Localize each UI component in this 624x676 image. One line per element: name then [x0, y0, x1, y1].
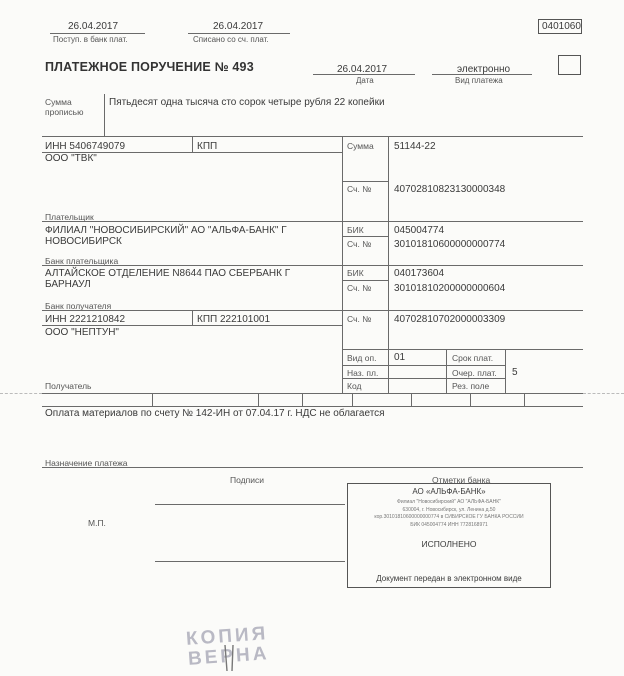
payee-bank-bik: 040173604: [394, 268, 445, 279]
payee-account-label: Сч. №: [347, 314, 372, 324]
payee-bank-label: Банк получателя: [45, 301, 112, 311]
kod-label: Код: [347, 381, 362, 391]
payer-bank-bik-label: БИК: [347, 225, 364, 235]
signature-line: [155, 504, 345, 505]
divider: [50, 33, 145, 34]
payer-name: ООО "ТВК": [45, 153, 97, 164]
bank-address: 630004, г. Новосибирск, ул. Ленина д.50: [402, 507, 496, 513]
payer-bank-name: НОВОСИБИРСК: [45, 236, 122, 247]
signatures-label: Подписи: [230, 475, 264, 485]
divider: [342, 378, 505, 379]
payee-kpp: КПП 222101001: [197, 314, 271, 325]
payer-inn: ИНН 5406749079: [45, 141, 126, 152]
divider: [411, 393, 412, 406]
divider: [524, 393, 525, 406]
divider: [42, 136, 583, 137]
payer-bank-account-label: Сч. №: [347, 239, 372, 249]
payer-sum: 51144-22: [394, 141, 436, 152]
divider: [104, 94, 105, 136]
divider: [42, 406, 583, 407]
payer-account: 40702810823130000348: [394, 184, 506, 195]
divider: [42, 310, 583, 311]
amount-words: Пятьдесят одна тысяча сто сорок четыре рубля 22 копейки: [109, 97, 385, 108]
divider: [432, 74, 532, 75]
payee-bank-bik-label: БИК: [347, 268, 364, 278]
payee-account: 40702810702000003309: [394, 314, 506, 325]
divider: [188, 33, 290, 34]
payer-bank-label: Банк плательщика: [45, 256, 119, 266]
bank-address: кор.30101810600000000774 в СИБИРСКОЕ ГУ БАНКА РОССИИ: [374, 514, 524, 520]
mp-label: М.П.: [88, 518, 106, 528]
amount-words-label: Сумма: [45, 97, 72, 107]
signature-line: [155, 561, 345, 562]
ocher: 5: [512, 367, 518, 378]
payer-bank-bik: 045004774: [394, 225, 445, 236]
bank-note: Документ передан в электронном виде: [376, 574, 522, 583]
payee-label: Получатель: [45, 381, 92, 391]
received-date-label: Поступ. в банк плат.: [53, 35, 128, 44]
received-date: 26.04.2017: [68, 21, 119, 32]
amount-words-label: прописью: [45, 107, 84, 117]
divider: [505, 349, 506, 393]
payer-label: Плательщик: [45, 212, 94, 222]
divider: [192, 137, 193, 152]
payee-name: ООО "НЕПТУН": [45, 327, 119, 338]
payer-kpp-label: КПП: [197, 141, 218, 152]
bank-address: БИК 045004774 ИНН 7728168971: [410, 522, 488, 528]
divider: [352, 393, 353, 406]
divider: [470, 393, 471, 406]
divider: [342, 365, 505, 366]
copy-stamp: КОПИЯ: [185, 623, 269, 650]
ocher-label: Очер. плат.: [452, 368, 497, 378]
payee-inn: ИНН 2221210842: [45, 314, 126, 325]
srok-label: Срок плат.: [452, 353, 494, 363]
form-code: 0401060: [542, 21, 581, 32]
payer-account-label: Сч. №: [347, 184, 372, 194]
divider: [192, 310, 193, 325]
divider: [342, 349, 583, 350]
divider: [42, 467, 583, 468]
naz-pl-label: Наз. пл.: [347, 368, 379, 378]
divider: [313, 74, 415, 75]
payer-bank-account: 30101810600000000774: [394, 239, 506, 250]
divider: [302, 393, 303, 406]
divider: [342, 181, 388, 182]
signature-scribble: [220, 643, 240, 673]
payer-bank-name: ФИЛИАЛ "НОВОСИБИРСКИЙ" АО "АЛЬФА-БАНК" Г: [45, 225, 287, 236]
vid-op-label: Вид оп.: [347, 353, 377, 363]
divider: [42, 221, 583, 222]
payment-type-label: Вид платежа: [455, 76, 503, 85]
divider: [42, 393, 583, 394]
payment-type: электронно: [457, 64, 511, 75]
divider: [152, 393, 153, 406]
bank-name: АО «АЛЬФА-БАНК»: [412, 487, 486, 496]
payee-bank-name: АЛТАЙСКОЕ ОТДЕЛЕНИЕ N8644 ПАО СБЕРБАНК Г: [45, 268, 291, 279]
payee-bank-account-label: Сч. №: [347, 283, 372, 293]
divider: [342, 236, 388, 237]
payment-purpose: Оплата материалов по счету № 142-ИН от 07.04.17 г. НДС не облагается: [45, 408, 385, 419]
bank-address: Филиал "Новосибирский" АО "АЛЬФА-БАНК": [397, 499, 501, 505]
order-date-label: Дата: [356, 76, 374, 85]
debited-date-label: Списано со сч. плат.: [193, 35, 269, 44]
order-date: 26.04.2017: [337, 64, 388, 75]
payee-bank-name: БАРНАУЛ: [45, 279, 91, 290]
payment-purpose-label: Назначение платежа: [45, 458, 128, 468]
divider: [258, 393, 259, 406]
divider: [42, 325, 342, 326]
bank-marks-label: Отметки банка: [432, 475, 491, 485]
divider: [42, 265, 583, 266]
copy-stamp: ВЕРНА: [187, 643, 271, 670]
bank-stamp-box: [347, 483, 551, 588]
status-box: [558, 55, 581, 75]
scan-line: [0, 393, 42, 394]
debited-date: 26.04.2017: [213, 21, 264, 32]
payee-bank-account: 30101810200000000604: [394, 283, 506, 294]
divider: [342, 280, 388, 281]
payer-sum-label: Сумма: [347, 141, 374, 151]
status-badge: ИСПОЛНЕНО: [421, 539, 477, 549]
divider: [446, 349, 447, 393]
scan-line: [583, 393, 624, 394]
rez-label: Рез. поле: [452, 381, 490, 391]
page-title: ПЛАТЕЖНОЕ ПОРУЧЕНИЕ № 493: [45, 60, 254, 74]
vid-op: 01: [394, 352, 406, 363]
